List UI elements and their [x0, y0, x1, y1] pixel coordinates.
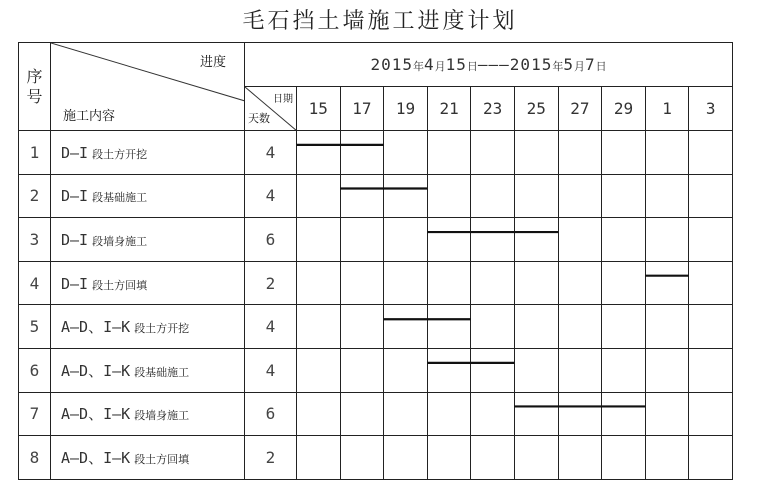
gantt-cell — [558, 174, 602, 218]
gantt-cell — [340, 348, 384, 392]
task-section-code: D—I — [61, 143, 89, 162]
gantt-cell — [514, 131, 558, 175]
range-start-day: 15 — [445, 55, 467, 74]
gantt-cell — [427, 392, 471, 436]
date-header-9: 3 — [689, 87, 733, 131]
gantt-cell — [602, 131, 646, 175]
task-description: 段土方开挖 — [92, 147, 148, 161]
progress-content-header — [51, 43, 245, 131]
gantt-cell — [340, 218, 384, 262]
task-row — [19, 261, 733, 305]
gantt-cell — [471, 131, 515, 175]
range-end-day: 7 — [584, 55, 596, 74]
gantt-cell — [558, 436, 602, 480]
gantt-cell — [384, 261, 428, 305]
gantt-cell — [645, 218, 689, 262]
gantt-cell — [514, 261, 558, 305]
task-description: 段土方回填 — [92, 278, 148, 292]
task-row — [19, 131, 733, 175]
gantt-cell — [427, 436, 471, 480]
gantt-cell — [645, 436, 689, 480]
gantt-cell — [340, 261, 384, 305]
task-section-code: A—D、I—K — [61, 318, 131, 337]
task-name — [51, 174, 245, 218]
task-name — [51, 392, 245, 436]
gantt-cell — [471, 392, 515, 436]
gantt-cell — [558, 261, 602, 305]
task-number: 4 — [19, 261, 51, 305]
task-name — [51, 261, 245, 305]
gantt-cell — [645, 261, 689, 305]
range-month-char: 月 — [434, 60, 446, 73]
gantt-cell — [514, 436, 558, 480]
gantt-cell — [689, 348, 733, 392]
task-days: 6 — [245, 392, 297, 436]
range-end-year: 2015 — [509, 55, 553, 74]
gantt-cell — [427, 305, 471, 349]
gantt-cell — [602, 261, 646, 305]
gantt-cell — [427, 348, 471, 392]
date-header-8: 1 — [645, 87, 689, 131]
gantt-cell — [514, 305, 558, 349]
task-number: 2 — [19, 174, 51, 218]
gantt-cell — [340, 131, 384, 175]
gantt-cell — [602, 218, 646, 262]
gantt-cell — [645, 392, 689, 436]
gantt-cell — [427, 174, 471, 218]
gantt-cell — [340, 174, 384, 218]
task-description: 段基础施工 — [92, 191, 148, 205]
task-name — [51, 348, 245, 392]
seq-header-line2: 号 — [26, 86, 43, 106]
date-header-0: 15 — [297, 87, 341, 131]
gantt-cell — [645, 131, 689, 175]
range-start-month: 4 — [423, 55, 435, 74]
range-month-char-2: 月 — [573, 60, 585, 73]
date-header-4: 23 — [471, 87, 515, 131]
range-end-month: 5 — [563, 55, 574, 74]
gantt-cell — [514, 174, 558, 218]
date-header-2: 19 — [384, 87, 428, 131]
task-description: 段墙身施工 — [134, 409, 190, 423]
gantt-cell — [471, 174, 515, 218]
task-name — [51, 131, 245, 175]
task-days: 2 — [245, 261, 297, 305]
task-section-code: A—D、I—K — [61, 448, 131, 467]
gantt-cell — [471, 436, 515, 480]
gantt-cell — [384, 392, 428, 436]
range-day-char: 日 — [466, 60, 478, 73]
gantt-cell — [384, 436, 428, 480]
range-day-char-2: 日 — [595, 60, 607, 73]
task-days: 4 — [245, 348, 297, 392]
task-number: 3 — [19, 218, 51, 262]
gantt-cell — [340, 392, 384, 436]
task-row — [19, 218, 733, 262]
gantt-cell — [645, 348, 689, 392]
gantt-cell — [689, 436, 733, 480]
gantt-cell — [602, 174, 646, 218]
gantt-cell — [471, 218, 515, 262]
gantt-cell — [558, 392, 602, 436]
task-days: 4 — [245, 131, 297, 175]
gantt-cell — [602, 436, 646, 480]
gantt-cell — [558, 218, 602, 262]
date-header-7: 29 — [602, 87, 646, 131]
task-row — [19, 392, 733, 436]
task-number: 1 — [19, 131, 51, 175]
gantt-cell — [427, 218, 471, 262]
range-year-char-2: 年 — [552, 60, 564, 73]
gantt-cell — [427, 131, 471, 175]
gantt-cell — [384, 348, 428, 392]
gantt-cell — [558, 348, 602, 392]
content-header-label: 施工内容 — [63, 109, 116, 124]
task-days: 4 — [245, 174, 297, 218]
task-section-code: D—I — [61, 230, 89, 249]
gantt-cell — [384, 131, 428, 175]
task-days: 6 — [245, 218, 297, 262]
task-days: 4 — [245, 305, 297, 349]
range-year-char: 年 — [412, 60, 424, 73]
gantt-cell — [689, 174, 733, 218]
task-name — [51, 305, 245, 349]
gantt-cell — [689, 392, 733, 436]
seq-header — [19, 43, 51, 131]
seq-header-line1: 序 — [26, 66, 43, 86]
gantt-cell — [297, 436, 341, 480]
gantt-cell — [689, 218, 733, 262]
date-header-3: 21 — [427, 87, 471, 131]
gantt-cell — [427, 261, 471, 305]
days-header — [245, 87, 297, 131]
task-name — [51, 218, 245, 262]
gantt-cell — [297, 348, 341, 392]
gantt-cell — [602, 392, 646, 436]
gantt-cell — [602, 348, 646, 392]
gantt-cell — [384, 174, 428, 218]
gantt-cell — [297, 218, 341, 262]
gantt-cell — [689, 261, 733, 305]
task-description: 段墙身施工 — [92, 234, 148, 248]
days-header-date-label: 日期 — [273, 94, 293, 105]
gantt-cell — [340, 436, 384, 480]
gantt-cell — [514, 392, 558, 436]
task-name — [51, 436, 245, 480]
range-start-year: 2015 — [370, 55, 413, 74]
gantt-cell — [514, 218, 558, 262]
days-header-days-label: 天数 — [248, 112, 270, 125]
gantt-cell — [689, 305, 733, 349]
gantt-cell — [471, 305, 515, 349]
date-header-6: 27 — [558, 87, 602, 131]
task-section-code: D—I — [61, 187, 89, 206]
task-section-code: A—D、I—K — [61, 405, 131, 424]
gantt-cell — [645, 174, 689, 218]
gantt-cell — [340, 305, 384, 349]
gantt-cell — [602, 305, 646, 349]
gantt-cell — [297, 392, 341, 436]
date-range-header — [245, 43, 733, 87]
date-header-1: 17 — [340, 87, 384, 131]
gantt-cell — [297, 305, 341, 349]
header-row-range — [19, 43, 733, 87]
task-section-code: D—I — [61, 274, 89, 293]
task-row — [19, 174, 733, 218]
task-row — [19, 436, 733, 480]
gantt-cell — [471, 348, 515, 392]
task-number: 7 — [19, 392, 51, 436]
date-header-5: 25 — [514, 87, 558, 131]
gantt-cell — [689, 131, 733, 175]
schedule-sheet — [18, 42, 734, 467]
task-description: 段基础施工 — [134, 365, 190, 379]
gantt-cell — [297, 174, 341, 218]
task-number: 6 — [19, 348, 51, 392]
task-number: 5 — [19, 305, 51, 349]
range-separator: ——— — [477, 55, 510, 74]
gantt-cell — [471, 261, 515, 305]
gantt-cell — [297, 131, 341, 175]
gantt-cell — [384, 305, 428, 349]
gantt-cell — [384, 218, 428, 262]
task-row — [19, 348, 733, 392]
task-number: 8 — [19, 436, 51, 480]
gantt-cell — [297, 261, 341, 305]
gantt-cell — [558, 305, 602, 349]
progress-header-label: 进度 — [199, 55, 226, 70]
gantt-cell — [514, 348, 558, 392]
task-description: 段土方回填 — [134, 452, 190, 466]
task-section-code: A—D、I—K — [61, 361, 131, 380]
document-title: 毛石挡土墙施工进度计划 — [242, 9, 518, 34]
task-description: 段土方开挖 — [134, 322, 190, 336]
task-days: 2 — [245, 436, 297, 480]
gantt-cell — [558, 131, 602, 175]
gantt-cell — [645, 305, 689, 349]
schedule-table — [18, 42, 733, 480]
task-row — [19, 305, 733, 349]
